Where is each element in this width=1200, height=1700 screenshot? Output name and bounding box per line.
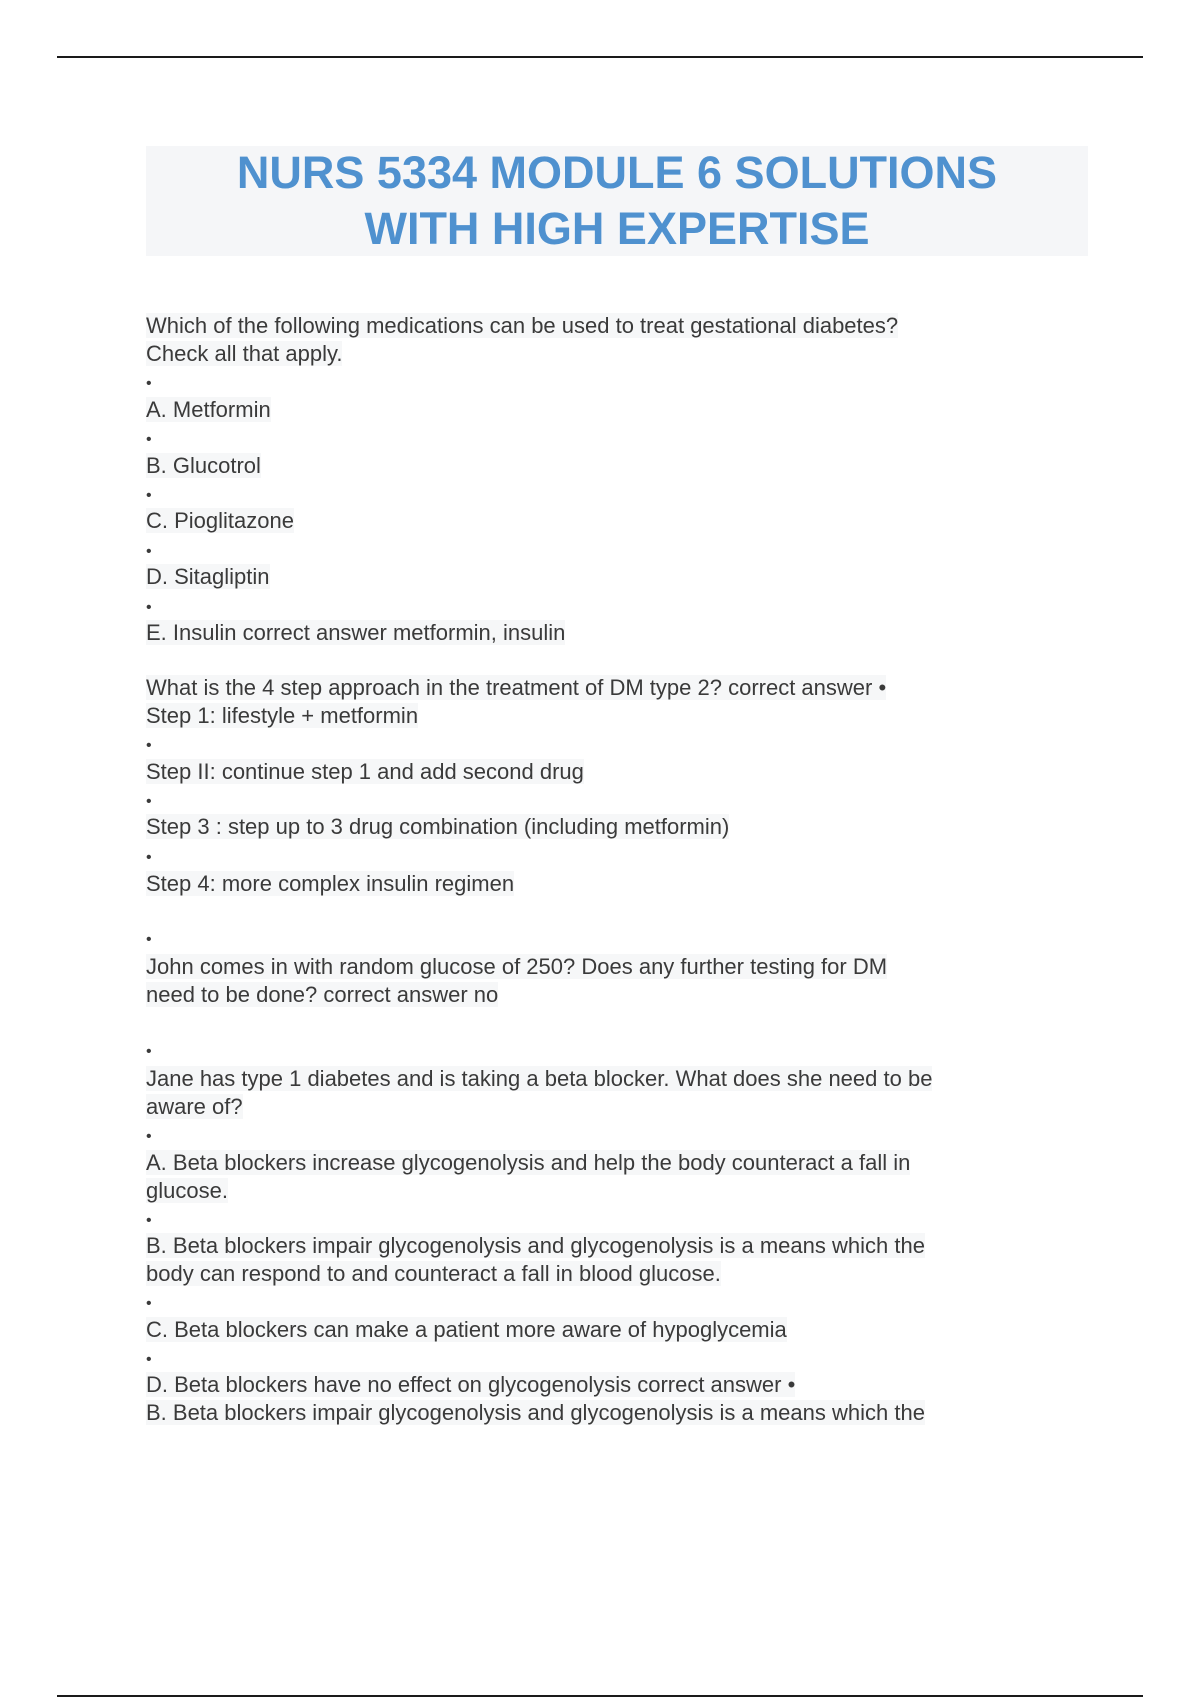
bullet: • <box>146 931 152 948</box>
q4-option-b-line-2: body can respond to and counteract a fall in blood glucose. <box>146 1261 721 1286</box>
bullet: • <box>146 1212 152 1229</box>
q1-option-d: D. Sitagliptin <box>146 564 270 589</box>
bullet: • <box>146 849 152 866</box>
q3-line-1: John comes in with random glucose of 250? Does any further testing for DM <box>146 954 888 979</box>
bullet: • <box>146 599 152 616</box>
q4-answer-line-1: B. Beta blockers impair glycogenolysis and glycogenolysis is a means which the <box>146 1400 925 1425</box>
bullet: • <box>146 1295 152 1312</box>
bullet: • <box>146 793 152 810</box>
document-title-line-2: WITH HIGH EXPERTISE <box>364 203 870 254</box>
bullet: • <box>146 487 152 504</box>
bullet: • <box>146 431 152 448</box>
bullet: • <box>146 375 152 392</box>
bullet: • <box>146 1128 152 1145</box>
q2-step-2: Step II: continue step 1 and add second drug <box>146 759 584 784</box>
bullet: • <box>146 1043 152 1060</box>
top-divider <box>57 56 1143 58</box>
q4-option-c: C. Beta blockers can make a patient more aware of hypoglycemia <box>146 1317 787 1342</box>
document-title-line-1: NURS 5334 MODULE 6 SOLUTIONS <box>236 147 998 198</box>
q1-line-1: Which of the following medications can be used to treat gestational diabetes? <box>146 313 899 338</box>
q2-step-3: Step 3 : step up to 3 drug combination (including metformin) <box>146 814 730 839</box>
q2-line-1: What is the 4 step approach in the treatment of DM type 2? correct answer • <box>146 675 887 700</box>
bullet: • <box>146 543 152 560</box>
q4-line-2: aware of? <box>146 1094 243 1119</box>
q1-option-e: E. Insulin correct answer metformin, insulin <box>146 620 566 645</box>
q1-option-b: B. Glucotrol <box>146 453 261 478</box>
q4-option-a-line-1: A. Beta blockers increase glycogenolysis and help the body counteract a fall in <box>146 1150 911 1175</box>
q1-line-2: Check all that apply. <box>146 341 343 366</box>
q4-option-d: D. Beta blockers have no effect on glycogenolysis correct answer • <box>146 1372 796 1397</box>
bottom-divider <box>57 1695 1143 1697</box>
q1-option-a: A. Metformin <box>146 397 271 422</box>
q4-line-1: Jane has type 1 diabetes and is taking a beta blocker. What does she need to be <box>146 1066 933 1091</box>
title-banner <box>146 146 1088 256</box>
q4-option-b-line-1: B. Beta blockers impair glycogenolysis and glycogenolysis is a means which the <box>146 1233 925 1258</box>
q2-step-4: Step 4: more complex insulin regimen <box>146 871 515 896</box>
q4-option-a-line-2: glucose. <box>146 1178 228 1203</box>
bullet: • <box>146 1351 152 1368</box>
q2-step-1: Step 1: lifestyle + metformin <box>146 703 419 728</box>
bullet: • <box>146 737 152 754</box>
q1-option-c: C. Pioglitazone <box>146 508 294 533</box>
q3-line-2: need to be done? correct answer no <box>146 982 499 1007</box>
